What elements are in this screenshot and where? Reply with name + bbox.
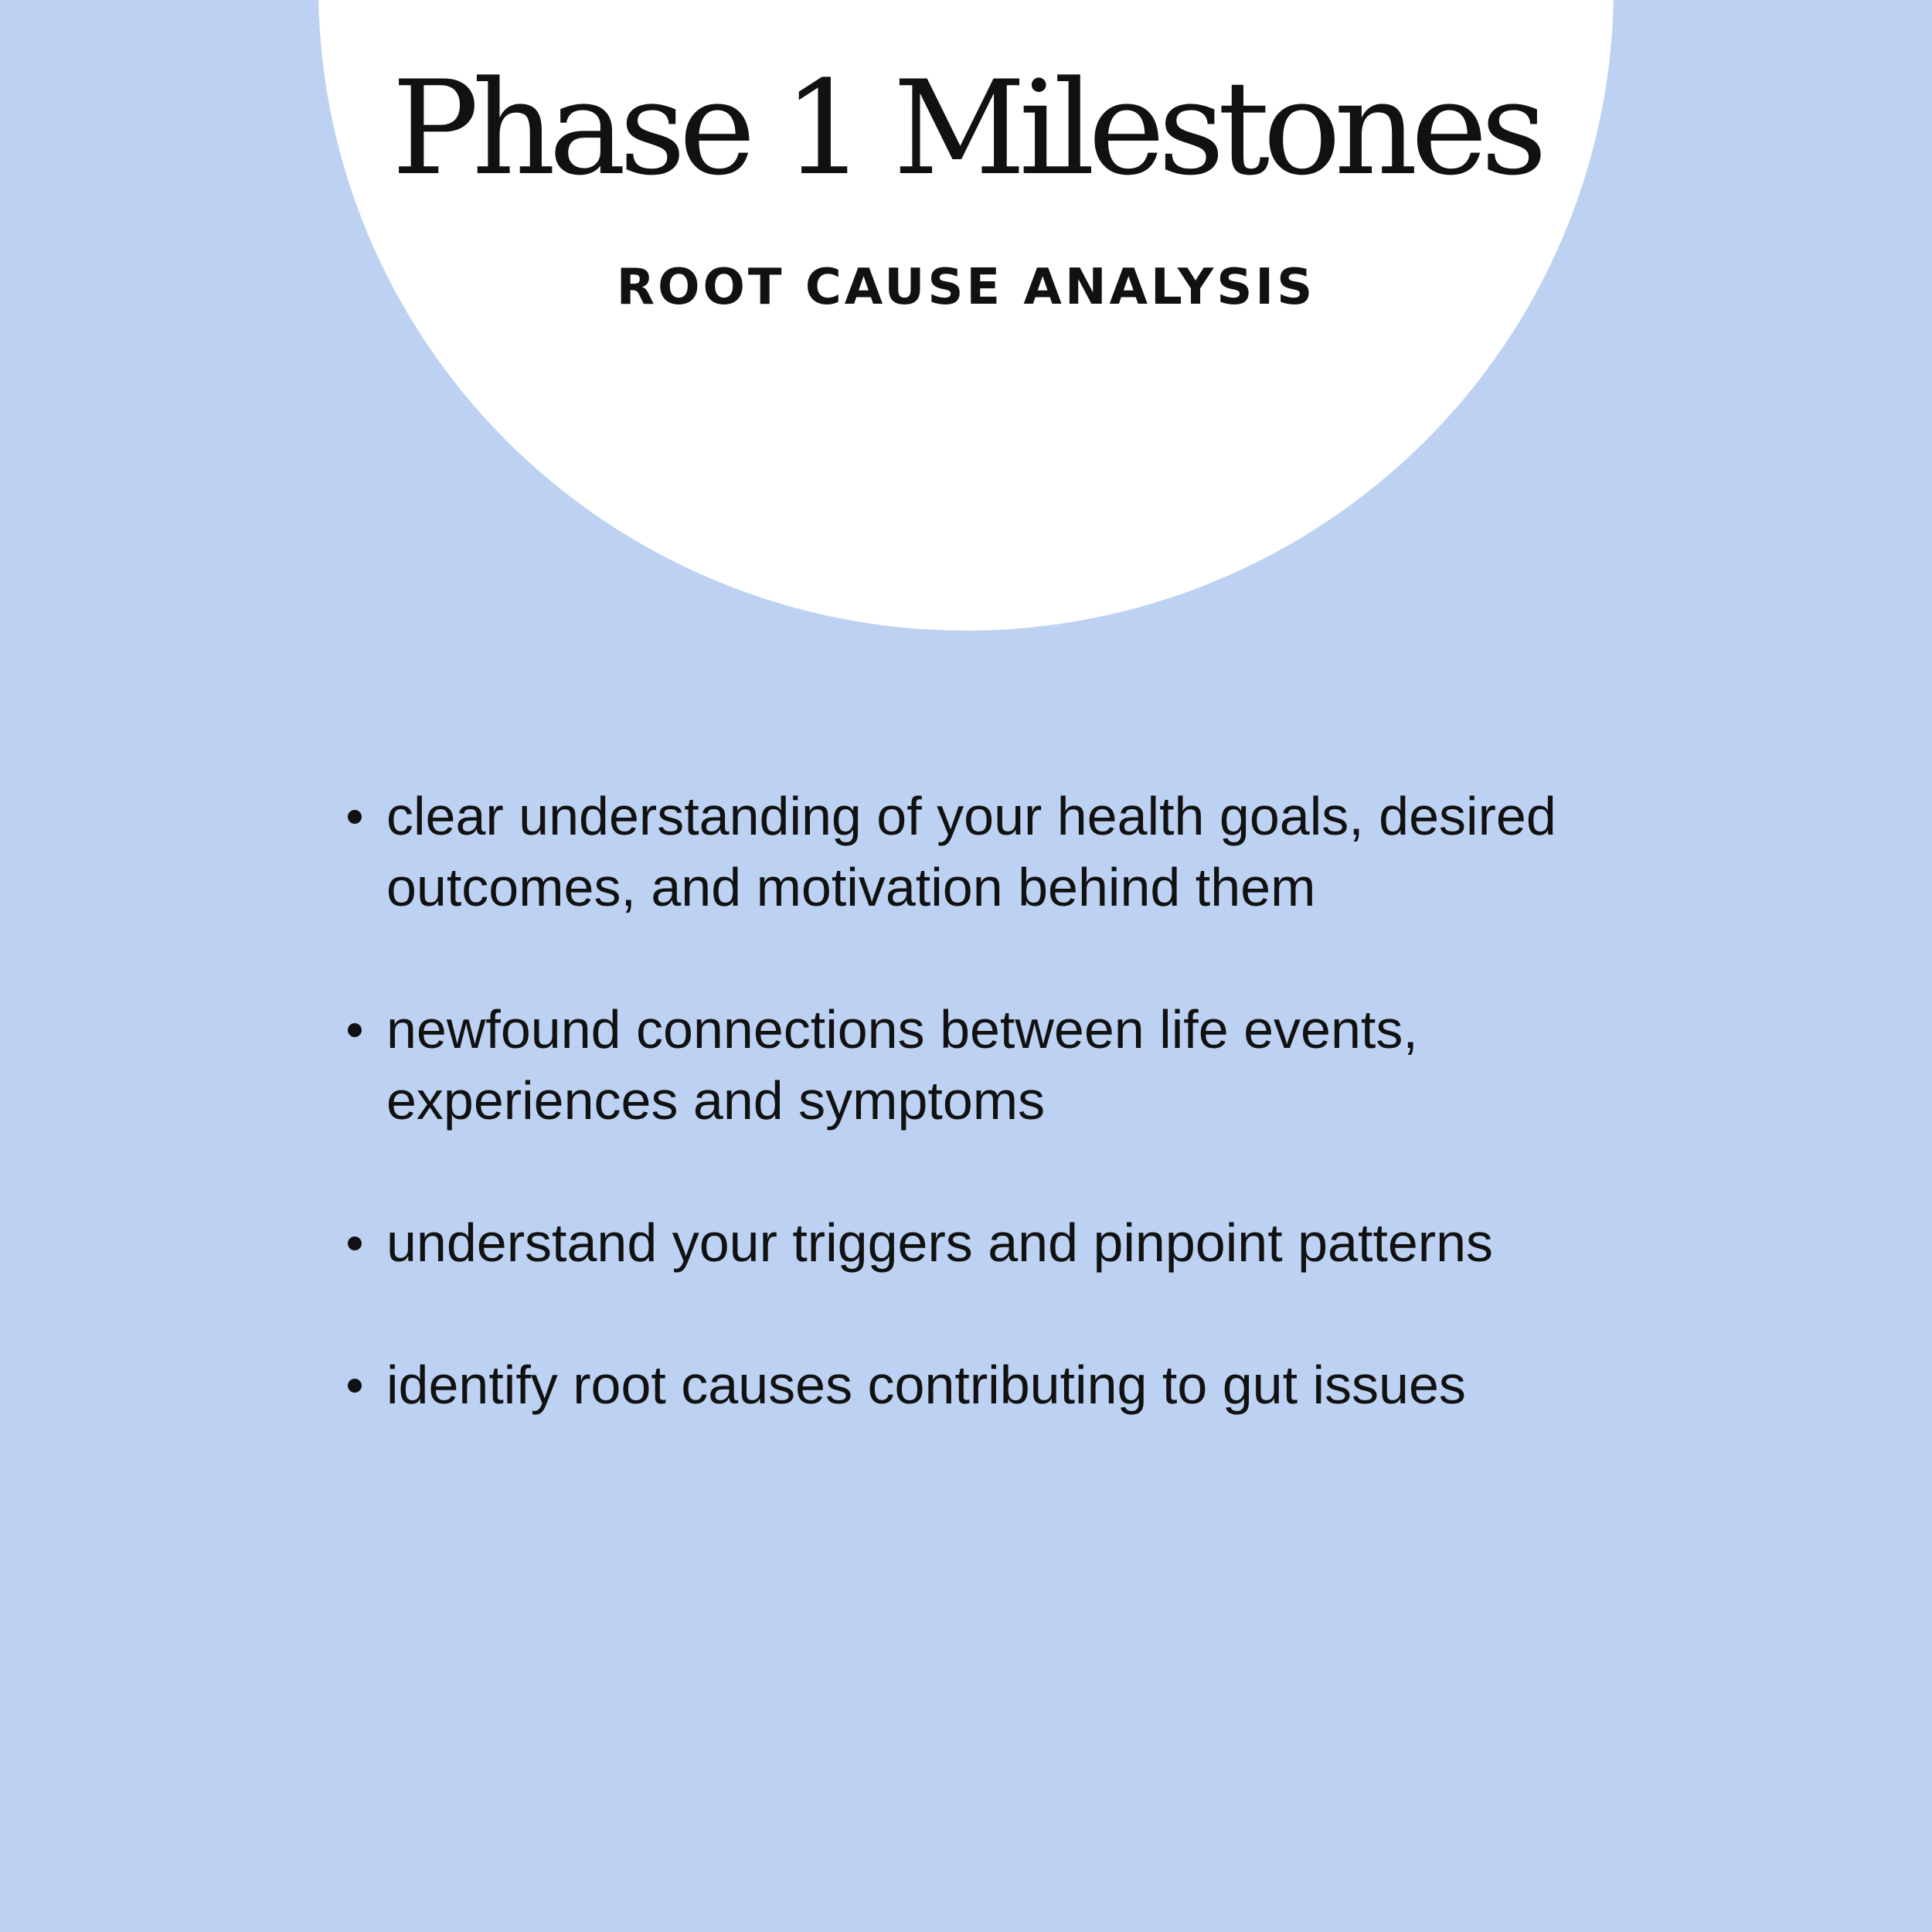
bullet-icon <box>348 1023 362 1037</box>
milestone-list <box>340 781 1669 1492</box>
milestone-item <box>340 1207 1669 1278</box>
milestone-item <box>340 1349 1669 1420</box>
milestone-text: newfound connections between life events, experiences and symptoms <box>386 999 1418 1131</box>
bullet-icon <box>348 1236 362 1250</box>
bullet-icon <box>348 810 362 824</box>
page-title: Phase 1 Milestones <box>391 53 1541 204</box>
milestone-text: clear understanding of your health goals, desired outcomes, and motivation behind them <box>386 786 1556 917</box>
milestone-text: identify root causes contributing to gut issues <box>386 1355 1466 1415</box>
milestone-item <box>340 994 1669 1136</box>
milestone-item <box>340 781 1669 923</box>
page-subtitle: ROOT CAUSE ANALYSIS <box>616 259 1316 316</box>
bullet-icon <box>348 1379 362 1393</box>
milestone-text: understand your triggers and pinpoint patterns <box>386 1213 1494 1273</box>
